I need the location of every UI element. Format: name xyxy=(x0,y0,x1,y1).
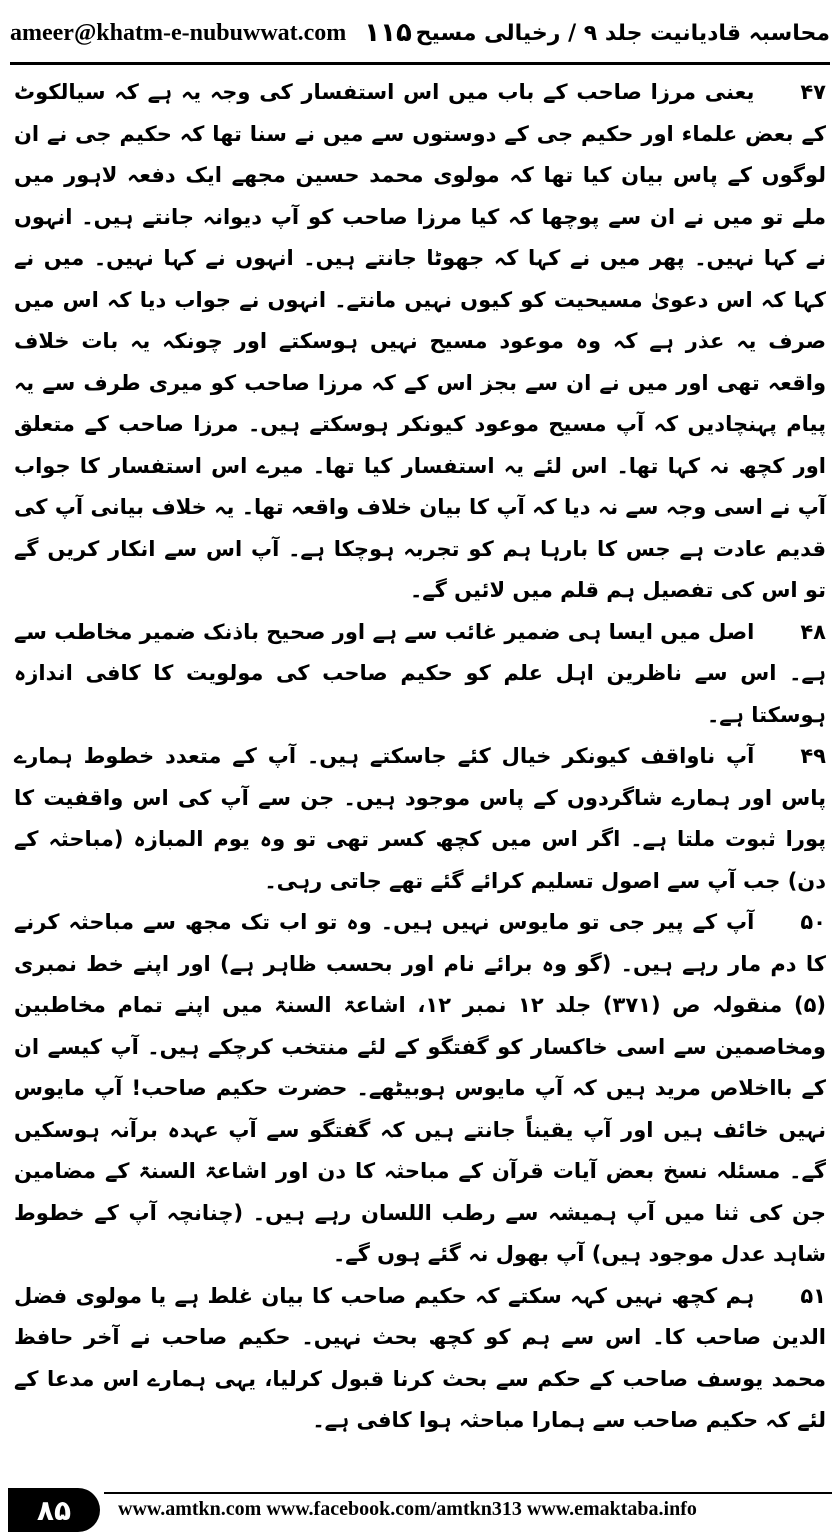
footnote-50 xyxy=(14,902,826,1276)
page-body xyxy=(14,72,826,1442)
book-title: محاسبہ قادیانیت جلد ۹ / رخیالی مسیح xyxy=(415,20,830,46)
footnote-number: ۴۷ xyxy=(800,80,826,104)
header-email[interactable]: ameer@khatm-e-nubuwwat.com xyxy=(10,19,347,46)
header-left xyxy=(10,18,412,48)
footnote-text: آپ ناواقف کیونکر خیال کئے جاسکتے ہیں۔ آپ کے متعدد خطوط ہمارے پاس اور ہمارے شاگردوں کے پاس موجود ہیں۔ جن سے آپ کی اس واقفیت کا پورا ثبوت ملتا ہے۔ اگر اس میں کچھ کسر تھی تو وہ یوم المبازہ (مباحثہ کے دن) جب آپ سے اصول تسلیم کرائے گئے تھے جاتی رہی۔ xyxy=(14,744,826,893)
footnote-text: یعنی مرزا صاحب کے باب میں اس استفسار کی وجہ یہ ہے کہ سیالکوٹ کے بعض علماء اور حکیم جی کے دوستوں سے میں نے سنا تھا کہ حکیم جی نے ان لوگوں کے پاس بیان کیا تھا کہ مولوی محمد حسین مجھے ایک دفعہ لاہور میں ملے تو میں نے ان سے پوچھا کہ کیا مرزا صاحب کو آپ دیوانہ جانتے ہیں۔ انہوں نے کہا نہیں۔ پھر میں نے کہا کہ جھوٹا جانتے ہیں۔ انہوں نے کہا نہیں۔ میں نے کہا کہ اس دعویٰ مسیحیت کو کیوں نہیں مانتے۔ انہوں نے جواب دیا کہ اس میں صرف یہ عذر ہے کہ وہ موعود مسیح نہیں ہوسکتے اور چونکہ یہ بات خلاف واقعہ تھی اور میں نے ان سے بجز اس کے کہ مرزا صاحب کو میری طرف سے یہ پیام پہنچادیں کہ آپ مسیح موعود کیونکر ہوسکتے ہیں۔ مرزا صاحب کے متعلق اور کچھ نہ کہا تھا۔ اس لئے یہ استفسار کیا تھا۔ میرے اس استفسار کا جواب آپ نے اسی وجہ سے نہ دیا کہ آپ کا بیان خلاف واقعہ تھا۔ یہ خلاف بیانی آپ کی قدیم عادت ہے جس کا بارہا ہم کو تجربہ ہوچکا ہے۔ آپ اس سے انکار کریں گے تو اس کی تفصیل ہم قلم میں لائیں گے۔ xyxy=(14,80,826,602)
footnote-49 xyxy=(14,736,826,902)
footnote-48 xyxy=(14,612,826,737)
page-header xyxy=(10,8,830,58)
footer-page-number: ۸۵ xyxy=(8,1488,100,1532)
header-divider xyxy=(10,62,830,65)
footnote-51 xyxy=(14,1276,826,1442)
footnote-text: اصل میں ایسا ہی ضمیر غائب سے ہے اور صحیح باذنک ضمیر مخاطب سے ہے۔ اس سے ناظرین اہل علم کو حکیم صاحب کی مولویت کا کافی اندازہ ہوسکتا ہے۔ xyxy=(14,619,827,727)
footer-divider xyxy=(104,1492,832,1494)
footnote-number: ۴۸ xyxy=(800,619,826,644)
footnote-47 xyxy=(14,72,826,612)
footnote-number: ۵۰ xyxy=(800,910,826,934)
footer-urls[interactable]: www.amtkn.com www.facebook.com/amtkn313 www.emaktaba.info xyxy=(118,1498,697,1520)
footnote-text: آپ کے پیر جی تو مایوس نہیں ہیں۔ وہ تو اب تک مجھ سے مباحثہ کرنے کا دم مار رہے ہیں۔ (گو وہ برائے نام اور بحسب ظاہر ہے) اور اپنے خط نمبری (۵) منقولہ ص (۳۷۱) جلد ۱۲ نمبر ۱۲، اشاعۃ السنۃ میں اپنے تمام مخاطبین ومخاصمین سے اسی خاکسار کو گفتگو کے لئے منتخب کرچکے ہیں۔ آپ کیسے ان کے بااخلاص مرید ہیں کہ آپ مایوس ہوبیٹھے۔ حضرت حکیم صاحب! آپ مایوس نہیں خائف ہیں اور آپ یقیناً جانتے ہیں کہ گفتگو سے آپ عہدہ برآنہ ہوسکیں گے۔ مسئلہ نسخ بعض آیات قرآن کے مباحثہ کا دن اور اشاعۃ السنۃ کے مضامین جن کی ثنا میں آپ ہمیشہ سے رطب اللسان رہے ہیں۔ (چنانچہ آپ کے خطوط شاہد عدل موجود ہیں) آپ بھول نہ گئے ہوں گے۔ xyxy=(14,910,826,1266)
footnote-number: ۴۹ xyxy=(800,744,826,768)
header-page-number: ۱۱۵ xyxy=(364,18,412,48)
page-footer xyxy=(8,1488,832,1532)
footnote-number: ۵۱ xyxy=(800,1283,826,1308)
footnote-text: ہم کچھ نہیں کہہ سکتے کہ حکیم صاحب کا بیان غلط ہے یا مولوی فضل الدین صاحب کا۔ اس سے ہم کو کچھ بحث نہیں۔ حکیم صاحب نے آخر حافظ محمد یوسف صاحب کے حکم سے بحث کرنا قبول کرلیا، یہی ہمارے اس مدعا کے لئے کہ حکیم صاحب سے ہمارا مباحثہ ہوا کافی ہے۔ xyxy=(14,1283,826,1432)
